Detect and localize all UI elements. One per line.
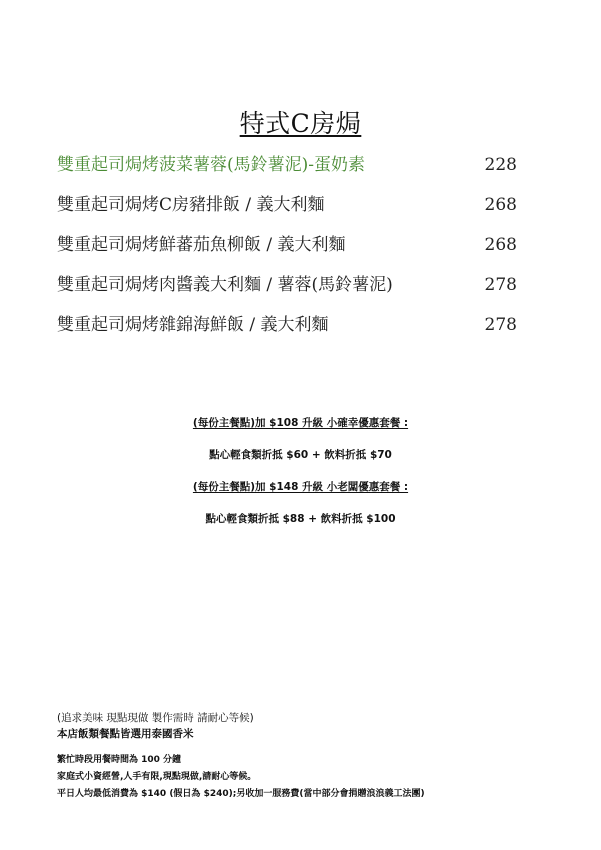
promo-detail-2-text: 點心輕食類折抵 $88 + 飲料折抵 $100 xyxy=(205,513,396,525)
promo-upgrade-2 xyxy=(0,478,601,510)
menu-item-price: 228 xyxy=(484,155,517,175)
menu-item-price: 278 xyxy=(484,275,517,295)
promo-detail-1-text: 點心輕食類折抵 $60 + 飲料折抵 $70 xyxy=(209,449,392,461)
menu-item-name: 雙重起司焗烤鮮蕃茄魚柳飯 / 義大利麵 xyxy=(57,235,346,255)
footer-spacer xyxy=(57,742,577,752)
footer-note-rice: 本店飯類餐點皆選用泰國香米 xyxy=(57,728,194,740)
footer-note-minimum-charge: 平日人均最低消費為 $140 (假日為 $240);另收加一服務費(當中部分會捐贈浪浪義工法團) xyxy=(57,789,425,799)
menu-item xyxy=(57,190,517,230)
promo-detail-1 xyxy=(0,446,601,478)
menu-item-name: 雙重起司焗烤雜錦海鮮飯 / 義大利麵 xyxy=(57,315,329,335)
menu-item xyxy=(57,270,517,310)
promo-upgrade-1-text: (每份主餐點)加 $108 升級 小確幸優惠套餐 : xyxy=(192,417,409,429)
menu-item-name: 雙重起司焗烤肉醬義大利麵 / 薯蓉(馬鈴薯泥) xyxy=(57,275,393,295)
footer-note-staffing: 家庭式小資經營,人手有限,現點現做,請耐心等候。 xyxy=(57,772,257,782)
menu-item xyxy=(57,230,517,270)
menu-item-price: 268 xyxy=(484,235,517,255)
promo-detail-2 xyxy=(0,510,601,542)
footer-notes xyxy=(57,710,577,803)
menu-item-price: 268 xyxy=(484,195,517,215)
promo-upgrade-2-text: (每份主餐點)加 $148 升級 小老闆優惠套餐 : xyxy=(192,481,409,493)
footer-note-freshness: (追求美味 現點現做 製作需時 請耐心等候) xyxy=(57,712,254,724)
promo-section xyxy=(0,414,601,542)
promo-upgrade-1 xyxy=(0,414,601,446)
menu-item-name: 雙重起司焗烤菠菜薯蓉(馬鈴薯泥)-蛋奶素 xyxy=(57,155,366,175)
footer-note-time-limit: 繁忙時段用餐時間為 100 分鐘 xyxy=(57,755,182,765)
menu-item-price: 278 xyxy=(484,315,517,335)
menu-item xyxy=(57,310,517,350)
page-title: 特式C房焗 xyxy=(239,109,362,138)
menu-list xyxy=(57,150,517,350)
menu-item-name: 雙重起司焗烤C房豬排飯 / 義大利麵 xyxy=(57,195,325,215)
menu-item xyxy=(57,150,517,190)
